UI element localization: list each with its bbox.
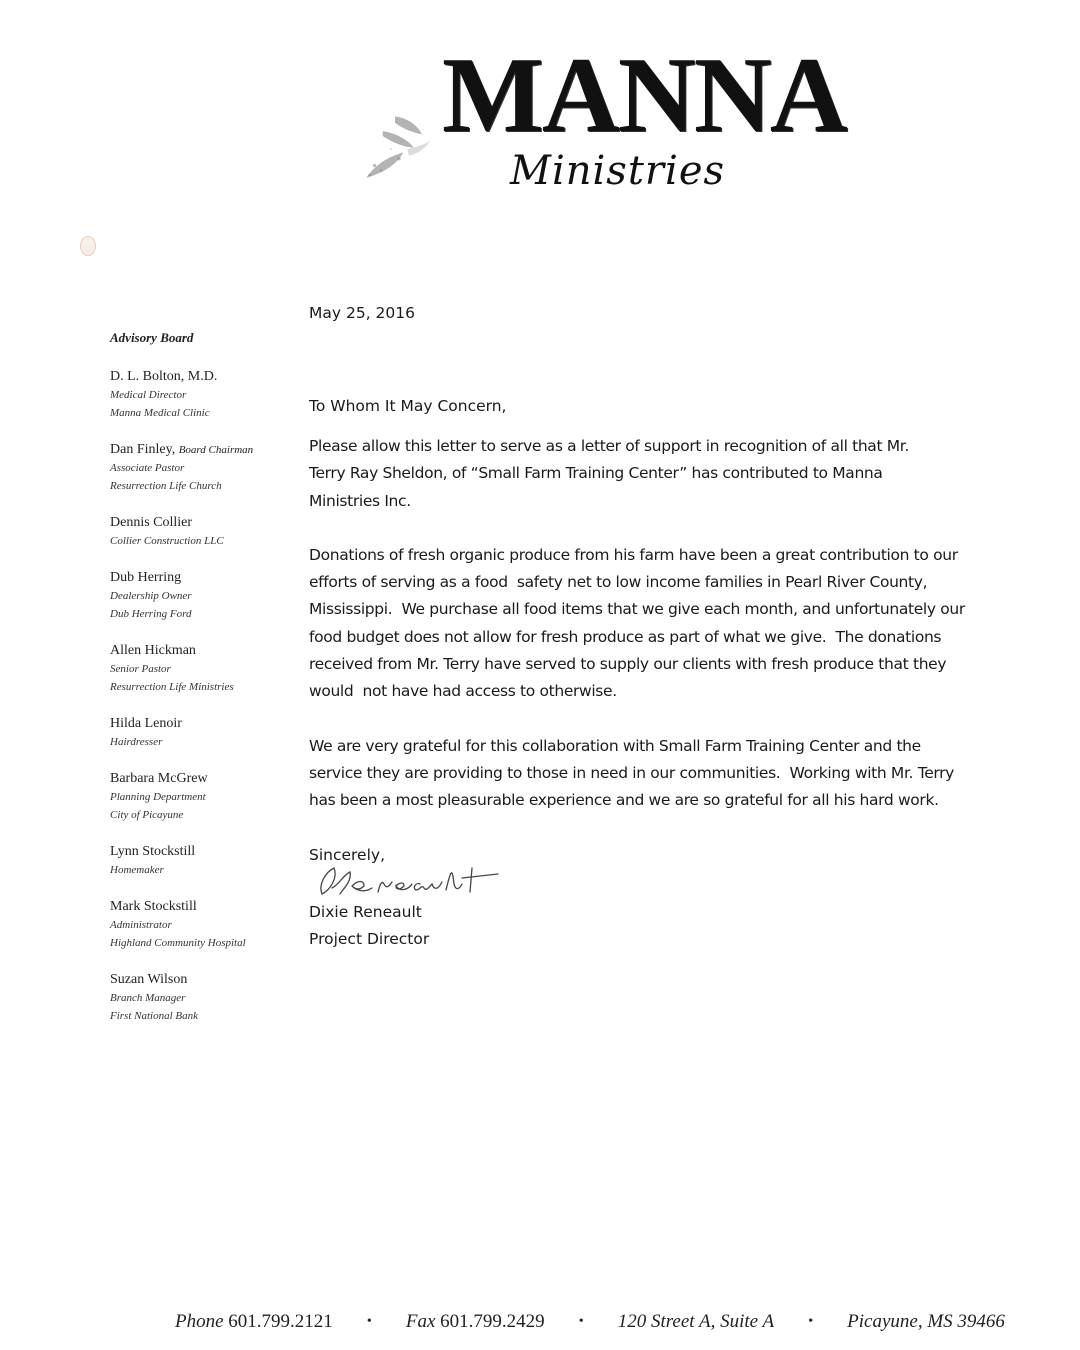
advisory-board-title: Advisory Board [110,330,194,345]
board-member-name-line [110,569,290,587]
board-member [110,843,290,879]
board-member-name-line [110,642,290,660]
board-member-detail: Highland Community Hospital [110,937,246,949]
letter-date: May 25, 2016 [309,304,415,322]
footer-address: 120 Street A, Suite A [617,1311,775,1332]
board-member-detail: Manna Medical Clinic [110,407,210,419]
board-member-name: Dan Finley, [110,442,176,457]
footer-separator: • [366,1314,372,1329]
board-member [110,441,290,495]
letter-paragraphs [309,433,1049,815]
handwritten-signature [312,860,512,900]
board-member-name: Dub Herring [110,570,182,585]
board-member-name: Hilda Lenoir [110,716,182,731]
advisory-board [110,330,290,1044]
board-member-name: Mark Stockstill [110,899,197,914]
footer-separator: • [578,1314,584,1329]
board-member-detail: Planning Department [110,791,206,803]
board-member [110,898,290,952]
letter-line: would not have had access to otherwise. [309,682,617,701]
board-member-name: Suzan Wilson [110,972,188,987]
footer-phone-number: 601.799.2121 [228,1311,333,1332]
board-member-detail: Dub Herring Ford [110,608,192,620]
letter-line: Donations of fresh organic produce from his farm have been a great contribution to our [309,545,958,564]
footer-fax-number: 601.799.2429 [440,1311,545,1332]
signer-name: Dixie Reneault [309,903,422,921]
footer-city: Picayune, MS 39466 [847,1311,1005,1332]
board-member-detail: First National Bank [110,1010,198,1022]
letter-line: food budget does not allow for fresh produce as part of what we give. The donations [309,627,942,646]
board-member-name-line [110,971,290,989]
footer-phone-label: Phone [175,1311,224,1332]
footer-phone [175,1311,333,1333]
letter-line: We are very grateful for this collaboration with Small Farm Training Center and the [309,736,921,755]
board-member-detail: Resurrection Life Church [110,480,222,492]
letter-line: Terry Ray Sheldon, of “Small Farm Training Center” has contributed to Manna [309,464,883,483]
board-member-detail: Homemaker [110,864,164,876]
board-member-role: Board Chairman [178,444,254,456]
board-member-name-line [110,843,290,861]
board-member-name: Barbara McGrew [110,771,208,786]
board-member-name-line [110,898,290,916]
board-member-name: Dennis Collier [110,515,193,530]
board-member-detail: Dealership Owner [110,590,192,602]
letter-line: efforts of serving as a food safety net to low income families in Pearl River County, [309,573,928,592]
board-member [110,569,290,623]
board-member-detail: Senior Pastor [110,663,171,675]
board-member-name: Allen Hickman [110,643,196,658]
letter-paragraph [309,433,1049,515]
logo-subtitle: Ministries [510,148,726,194]
board-member-detail: Collier Construction LLC [110,535,224,547]
footer-fax [406,1311,545,1333]
letterhead-footer [175,1311,1005,1333]
advisory-board-list [110,368,290,1025]
board-member-detail: Medical Director [110,389,187,401]
board-member-name-line [110,514,290,532]
board-member-detail: Hairdresser [110,736,163,748]
letter-salutation: To Whom It May Concern, [309,397,507,415]
board-member [110,514,290,550]
letter-line: has been a most pleasurable experience and we are so grateful for all his hard work. [309,791,939,810]
board-member-detail: Branch Manager [110,992,186,1004]
board-member-name: Lynn Stockstill [110,844,196,859]
paper-smudge [80,236,96,256]
board-member-name-line [110,770,290,788]
signer-block [309,899,429,953]
letter-body [309,302,1049,869]
letter-line: received from Mr. Terry have served to supply our clients with fresh produce that they [309,655,947,674]
board-member [110,971,290,1025]
logo-wordmark: MANNA [442,36,846,155]
board-member [110,770,290,824]
board-member-detail: City of Picayune [110,809,184,821]
footer-fax-label: Fax [405,1311,436,1332]
board-member [110,642,290,696]
board-member-detail: Administrator [110,919,172,931]
letter-line: Ministries Inc. [309,491,411,510]
board-member-detail: Resurrection Life Ministries [110,681,234,693]
letter-paragraph [309,542,1049,706]
letter-paragraph [309,733,1049,815]
board-member-detail: Associate Pastor [110,462,185,474]
footer-separator: • [808,1314,814,1329]
letterhead-logo [350,30,846,200]
board-member [110,715,290,751]
dove-icon [350,90,440,200]
board-member-name-line [110,368,290,386]
letter-line: service they are providing to those in need in our communities. Working with Mr. Terry [309,763,954,782]
board-member [110,368,290,422]
letter-line: Please allow this letter to serve as a letter of support in recognition of all that Mr. [309,437,909,455]
board-member-name: D. L. Bolton, M.D. [110,369,218,384]
board-member-name-line [110,441,290,459]
letter-line: Mississippi. We purchase all food items that we give each month, and unfortunately our [309,600,965,619]
letter-closing: Sincerely, [309,845,386,864]
board-member-name-line [110,715,290,733]
signer-title: Project Director [309,930,430,948]
